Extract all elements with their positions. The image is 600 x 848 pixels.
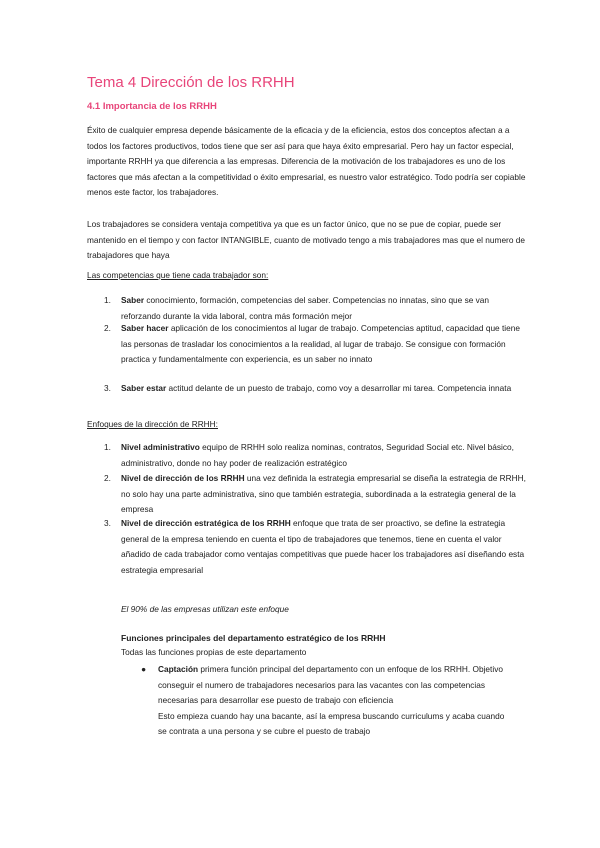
list-item <box>87 321 527 368</box>
list-item <box>87 471 527 518</box>
italic-note: El 90% de las empresas utilizan este enfoque <box>121 604 289 614</box>
list-text: una vez definida la estrategia empresarial se diseña la estrategia de RRHH, no solo hay una parte administrativa, sino que también estrategia, subordinada a la estrategia general de la empresa <box>121 473 526 515</box>
list-text: enfoque que trata de ser proactivo, se define la estrategia general de la empresa teniendo en cuenta el tipo de trabajadores que tenemos, tiene en cuenta el valor añadido de cada trabajador como ventajas competitivas que puede hacer los trabajadores así diseñando esta estrategia empresarial <box>121 518 525 575</box>
list-number: 1. <box>104 442 111 452</box>
list-item <box>87 293 527 324</box>
list-item <box>87 516 527 578</box>
list-number: 1. <box>104 295 111 305</box>
list-term: Saber hacer <box>121 323 169 333</box>
list-term: Saber estar <box>121 383 167 393</box>
section-subtitle: 4.1 Importancia de los RRHH <box>87 101 217 112</box>
list-text-extra: Esto empieza cuando hay una bacante, así la empresa buscando curriculums y acaba cuando se contrata a una persona y se cubre el puesto de trabajo <box>158 710 505 737</box>
funciones-intro: Todas las funciones propias de este departamento <box>121 647 307 657</box>
paragraph-ventaja: Los trabajadores se considera ventaja competitiva ya que es un factor único, que no se pue de copiar, puede ser mantenido en el tiempo y con factor INTANGIBLE, cuanto de motivado tengo a mis trabajadores mas que el numero de trabajadores que haya <box>87 219 525 261</box>
list-term: Nivel administrativo <box>121 442 200 452</box>
list-text: equipo de RRHH solo realiza nominas, contratos, Seguridad Social etc. Nivel básico, administrativo, donde no hay poder de realización estratégico <box>121 442 514 468</box>
paragraph-intro: Éxito de cualquier empresa depende básicamente de la eficacia y de la eficiencia, estos dos conceptos afectan a a todos los factores productivos, todos tiene que ser así para que haya éxito empresarial. Pero hay un factor especial, importante RRHH ya que diferencia a las empresas. Diferencia de la motivación de los trabajadores es uno de los factores que más afectan a la competitividad o éxito empresarial, es nuestro valor estratégico. Todo podría ser copiable menos este factor, los trabajadores. <box>87 125 526 198</box>
list-text: primera función principal del departamento con un enfoque de los RRHH. Objetivo conseguir el numero de trabajadores necesarios para las vacantes con las competencias necesarias para desarrollar ese puesto de trabajo con eficiencia <box>158 664 503 706</box>
list-item <box>87 381 527 397</box>
list-number: 2. <box>104 473 111 483</box>
list-item <box>131 662 511 740</box>
competencias-heading: Las competencias que tiene cada trabajador son: <box>87 270 269 280</box>
list-text: conocimiento, formación, competencias del saber. Competencias no innatas, sino que se van reforzando durante la vida laboral, contra más formación mejor <box>121 295 490 321</box>
list-text: aplicación de los conocimientos al lugar de trabajo. Competencias aptitud, capacidad que tiene las personas de trasladar los conocimientos a la realidad, al lugar de trabajo. Se consigue con formación practica y fundamentalmente con experiencia, es un saber no innato <box>121 323 520 365</box>
list-term: Nivel de dirección de los RRHH <box>121 473 245 483</box>
list-number: 2. <box>104 323 111 333</box>
list-item <box>87 440 527 471</box>
list-term: Saber <box>121 295 145 305</box>
list-text: actitud delante de un puesto de trabajo, como voy a desarrollar mi tarea. Competencia innata <box>166 383 512 393</box>
funciones-heading: Funciones principales del departamento estratégico de los RRHH <box>121 633 386 643</box>
enfoques-heading: Enfoques de la dirección de RRHH: <box>87 419 218 429</box>
list-term: Captación <box>158 664 199 674</box>
page-title: Tema 4 Dirección de los RRHH <box>87 74 295 91</box>
bullet-icon: ● <box>141 664 147 674</box>
list-number: 3. <box>104 383 111 393</box>
list-term: Nivel de dirección estratégica de los RRHH <box>121 518 291 528</box>
list-number: 3. <box>104 518 111 528</box>
